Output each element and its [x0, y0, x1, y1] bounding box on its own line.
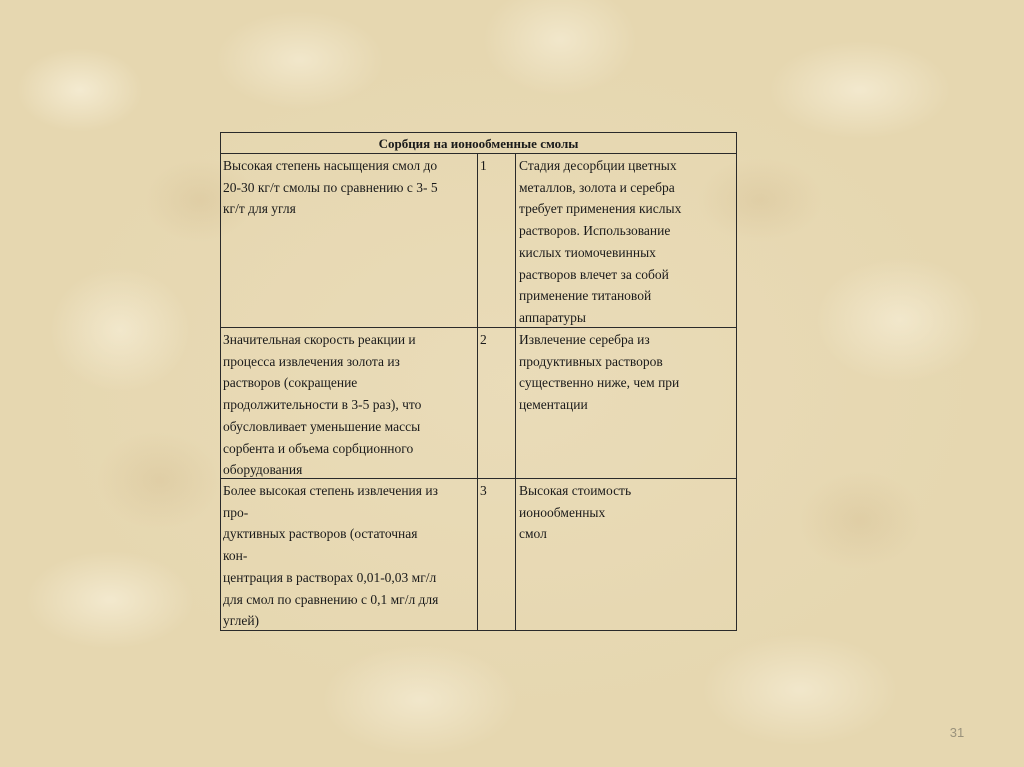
- row-number-cell: 3: [478, 479, 516, 630]
- advantage-cell: Высокая степень насыщения смол до 20-30 кг/т смолы по сравнению с 3- 5 кг/т для угля: [221, 154, 478, 327]
- sorption-table: [220, 132, 737, 631]
- slide-page-number: 31: [949, 725, 965, 740]
- row-number-cell: 2: [478, 328, 516, 478]
- row-number-cell: 1: [478, 154, 516, 327]
- disadvantage-cell: Извлечение серебра из продуктивных растворов существенно ниже, чем при цементации: [519, 332, 680, 413]
- table-title: Сорбция на ионообменные смолы: [221, 133, 736, 154]
- advantage-cell: Более высокая степень извлечения из про- дуктивных растворов (остаточная кон- центрация в растворах 0,01-0,03 мг/л для смол по сравнению с 0,1 мг/л для углей): [221, 479, 478, 630]
- advantage-cell: Значительная скорость реакции и процесса извлечения золота из растворов (сокращение продолжительности в 3-5 раз), что обусловливает уменьшение массы сорбента и объема сорбционного оборудования: [221, 328, 478, 478]
- disadvantage-cell: Высокая стоимость ионообменных смол: [519, 483, 632, 542]
- table-row: [221, 479, 736, 630]
- disadvantage-cell: Стадия десорбции цветных металлов, золота и серебра требует применения кислых растворов. Использование кислых тиомочевинных растворов влечет за собой применение титановой аппаратуры: [519, 158, 682, 325]
- table-row: [221, 154, 736, 328]
- table-row: [221, 328, 736, 479]
